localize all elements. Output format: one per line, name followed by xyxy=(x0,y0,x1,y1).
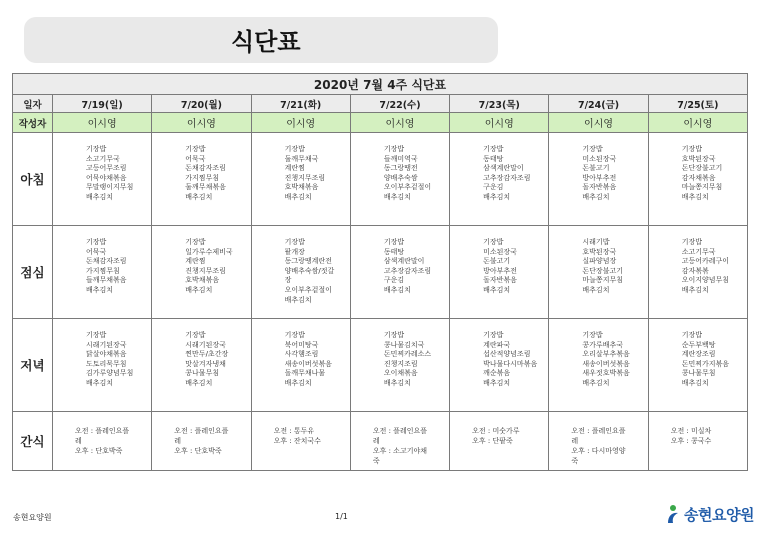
menu-item: 방아부추전 xyxy=(483,266,517,275)
menu-item: 기장밥 xyxy=(86,145,107,153)
menu-item: 호박채볶음 xyxy=(284,183,319,192)
menu-item: 계란찜 xyxy=(185,257,206,266)
menu-item: 레 xyxy=(75,437,82,445)
menu-item: 오이채볶음 xyxy=(383,369,418,378)
menu-item: 맛살겨자냉채 xyxy=(185,359,226,368)
menu-item: 돈불고기 xyxy=(483,257,511,266)
menu-item: 닭살야채볶음 xyxy=(86,350,127,359)
menu-cell xyxy=(251,319,350,412)
menu-item: 기장밥 xyxy=(284,145,305,153)
menu-item: 일가루수제비국 xyxy=(185,247,233,256)
menu-item: 구운김 xyxy=(383,276,405,285)
menu-item: 돈채감자조림 xyxy=(86,257,127,266)
menu-item: 돌자반볶음 xyxy=(582,183,617,192)
menu-cell xyxy=(350,412,449,471)
menu-item: 배추김치 xyxy=(582,378,610,387)
menu-item: 감자볶볶 xyxy=(681,266,709,275)
menu-item: 찐만두/초간장 xyxy=(185,350,229,359)
menu-item: 호박된장국 xyxy=(582,247,617,256)
menu-item: 기장밥 xyxy=(284,238,305,246)
menu-item: 감자채볶음 xyxy=(681,173,716,182)
menu-item: 진챙지조림 xyxy=(383,359,418,368)
menu-item: 기장밥 xyxy=(383,331,405,339)
menu-cell xyxy=(450,226,549,319)
meal-row-2 xyxy=(13,319,748,412)
menu-cell xyxy=(251,412,350,471)
author-cell-0: 이시영 xyxy=(53,113,152,133)
menu-item: 기장밥 xyxy=(681,238,702,246)
menu-item: 방아부추전 xyxy=(582,173,617,182)
menu-item: 오리살부추볶음 xyxy=(582,350,630,359)
date-header-6: 7/25(토) xyxy=(648,95,747,113)
menu-item: 오후 : 소고기야채 xyxy=(372,447,427,455)
menu-item: 기장밥 xyxy=(483,238,504,246)
menu-cell xyxy=(251,226,350,319)
menu-item: 배추김치 xyxy=(185,192,213,201)
menu-item: 어묵국 xyxy=(185,154,206,163)
date-header-3: 7/22(수) xyxy=(350,95,449,113)
menu-item: 어묵국 xyxy=(86,247,107,256)
menu-item: 오이부추겉절이 xyxy=(383,183,432,192)
menu-item: 북어미탕국 xyxy=(284,340,319,349)
menu-item: 기장밥 xyxy=(582,145,603,153)
menu-cell xyxy=(53,226,152,319)
author-cell-3: 이시영 xyxy=(350,113,449,133)
menu-cell xyxy=(53,412,152,471)
date-header-1: 7/20(월) xyxy=(152,95,251,113)
menu-item: 배추김치 xyxy=(383,378,411,387)
menu-item: 오후 : 단팥죽 xyxy=(472,437,513,445)
menu-item: 동그랑땡계란전 xyxy=(284,257,332,266)
menu-cell xyxy=(152,133,251,226)
page-title: 식단표 xyxy=(231,28,301,56)
footer-org-name: 송현요양원 xyxy=(13,513,52,522)
menu-item: 배추김치 xyxy=(86,192,114,201)
menu-item: 고추장감자조림 xyxy=(383,266,432,275)
logo-text: 송현요양원 xyxy=(684,505,754,524)
menu-cell xyxy=(350,319,449,412)
footer-page-number: 1/1 xyxy=(335,512,348,521)
menu-item: 콩나물무침 xyxy=(185,369,220,378)
menu-cell xyxy=(152,319,251,412)
menu-item: 오전 : 플레인요플 xyxy=(75,427,130,435)
menu-item: 기장밥 xyxy=(383,238,405,246)
menu-cell xyxy=(648,319,747,412)
meal-row-1 xyxy=(13,226,748,319)
menu-item: 오후 : 콩국수 xyxy=(670,437,712,445)
footer-logo xyxy=(665,503,754,525)
menu-item: 배추김치 xyxy=(383,285,411,294)
menu-item: 죽 xyxy=(571,457,579,465)
menu-item: 기장밥 xyxy=(681,145,702,153)
author-cell-6: 이시영 xyxy=(648,113,747,133)
menu-item: 기장밥 xyxy=(582,331,603,339)
menu-item: 삼색계란말이 xyxy=(383,257,425,266)
menu-item: 배추김치 xyxy=(582,192,610,201)
page-title-box xyxy=(24,17,498,63)
menu-item: 콩나물김치국 xyxy=(383,340,425,349)
menu-cell xyxy=(53,319,152,412)
menu-item: 계란파국 xyxy=(483,340,511,349)
menu-cell xyxy=(251,133,350,226)
menu-item: 기장밥 xyxy=(86,238,107,246)
menu-item: 기장밥 xyxy=(483,145,504,153)
menu-item: 고등어카레구이 xyxy=(681,257,730,266)
menu-cell xyxy=(648,412,747,471)
menu-item: 기장밥 xyxy=(86,331,107,339)
menu-cell xyxy=(648,133,747,226)
menu-item: 들깨무채볶음 xyxy=(86,276,127,285)
menu-item: 마늘쫑지무침 xyxy=(681,183,723,192)
author-cell-5: 이시영 xyxy=(549,113,648,133)
menu-item: 시래기된장국 xyxy=(86,340,127,349)
menu-item: 소고기무국 xyxy=(681,247,716,256)
menu-item: 죽 xyxy=(372,457,380,465)
menu-item: 오전 : 미실차 xyxy=(670,427,712,435)
menu-item: 오전 : 플레인요플 xyxy=(372,427,427,435)
date-header-2: 7/21(화) xyxy=(251,95,350,113)
menu-item: 계란장조림 xyxy=(681,350,716,359)
menu-item: 계란찜 xyxy=(284,164,305,173)
menu-item: 어묵야채볶음 xyxy=(86,173,127,182)
menu-item: 가지찜무침 xyxy=(185,173,220,182)
menu-item: 팥개장 xyxy=(284,247,305,256)
songhyeon-logo-icon xyxy=(665,504,681,524)
menu-item: 기장밥 xyxy=(483,331,504,339)
menu-item: 김가루양념무침 xyxy=(86,369,134,378)
menu-item: 레 xyxy=(571,437,579,445)
date-header-5: 7/24(금) xyxy=(549,95,648,113)
menu-cell xyxy=(549,412,648,471)
menu-item: 장 xyxy=(284,276,292,285)
date-label: 일자 xyxy=(13,95,53,113)
meal-plan-table xyxy=(12,73,748,471)
menu-item: 새송이버섯볶음 xyxy=(284,359,332,368)
author-cell-4: 이시영 xyxy=(450,113,549,133)
menu-item: 동그랑땡전 xyxy=(383,164,418,173)
menu-item: 동태탕 xyxy=(383,247,405,256)
menu-item: 삼색계란말이 xyxy=(483,164,524,173)
menu-item: 배추김치 xyxy=(284,295,312,304)
menu-item: 기장밥 xyxy=(681,331,702,339)
menu-cell xyxy=(152,226,251,319)
menu-item: 배추김치 xyxy=(483,378,511,387)
menu-item: 미소된장국 xyxy=(483,247,517,256)
menu-cell xyxy=(450,319,549,412)
menu-item: 배추김치 xyxy=(86,285,114,294)
menu-item: 오이지양념무침 xyxy=(681,276,730,285)
menu-item: 구운김 xyxy=(483,183,504,192)
menu-item: 콩가루배추국 xyxy=(582,340,623,349)
date-header-4: 7/23(목) xyxy=(450,95,549,113)
menu-item: 배추김치 xyxy=(681,192,709,201)
menu-item: 호박채볶음 xyxy=(185,276,220,285)
menu-cell xyxy=(350,133,449,226)
menu-item: 호박된장국 xyxy=(681,154,716,163)
menu-cell xyxy=(152,412,251,471)
menu-item: 미소된장국 xyxy=(582,154,617,163)
menu-cell xyxy=(648,226,747,319)
menu-item: 둘깨무채볶음 xyxy=(185,183,226,192)
menu-item: 배추김치 xyxy=(185,285,213,294)
menu-item: 순두부백탕 xyxy=(681,340,716,349)
meal-label: 점심 xyxy=(13,226,53,319)
author-cell-1: 이시영 xyxy=(152,113,251,133)
menu-item: 진챙지무조림 xyxy=(185,266,226,275)
menu-item: 고등어무조림 xyxy=(86,164,127,173)
menu-item: 오전 : 플레인요플 xyxy=(571,427,626,435)
menu-item: 배추김치 xyxy=(582,285,610,294)
menu-item: 레 xyxy=(174,437,182,445)
menu-item: 배추김치 xyxy=(284,192,312,201)
menu-cell xyxy=(450,412,549,471)
menu-item: 고추장감자조림 xyxy=(483,173,531,182)
menu-item: 돌자반볶음 xyxy=(483,276,517,285)
menu-item: 배추김치 xyxy=(284,378,312,387)
meal-label: 저녁 xyxy=(13,319,53,412)
meal-label: 간식 xyxy=(13,412,53,471)
menu-cell xyxy=(53,133,152,226)
menu-item: 레 xyxy=(372,437,380,445)
menu-item: 오후 : 단호박죽 xyxy=(75,447,123,455)
menu-item: 돈민찌가지볶음 xyxy=(681,359,730,368)
menu-item: 돈단장불고기 xyxy=(582,266,623,275)
date-header-0: 7/19(일) xyxy=(53,95,152,113)
author-label: 작성자 xyxy=(13,113,53,133)
menu-item: 배추김치 xyxy=(483,192,511,201)
menu-item: 돌깨무채나물 xyxy=(284,369,326,378)
menu-item: 기장밥 xyxy=(185,238,206,246)
menu-item: 오후 : 다시마영양 xyxy=(571,447,626,455)
menu-item: 돈불고기 xyxy=(582,164,610,173)
menu-item: 콩나물무침 xyxy=(681,369,716,378)
menu-item: 오후 : 잔치국수 xyxy=(273,437,321,445)
author-cell-2: 이시영 xyxy=(251,113,350,133)
menu-item: 오전 : 통두유 xyxy=(273,427,315,435)
meal-row-3 xyxy=(13,412,748,471)
menu-item: 양배추숙쌈 xyxy=(383,173,418,182)
menu-item: 오전 : 플레인요플 xyxy=(174,427,229,435)
menu-item: 배추김치 xyxy=(383,192,411,201)
menu-cell xyxy=(549,319,648,412)
menu-item: 사각햄조림 xyxy=(284,350,319,359)
menu-item: 시래기밥 xyxy=(582,238,610,246)
menu-item: 돈채감자조림 xyxy=(185,164,226,173)
menu-item: 기장밥 xyxy=(284,331,305,339)
table-caption: 2020년 7월 4주 식단표 xyxy=(13,74,748,95)
menu-item: 들깨미역국 xyxy=(383,154,418,163)
menu-item: 돈단장불고기 xyxy=(681,164,723,173)
menu-item: 양배추숙쌈/젓갈 xyxy=(284,266,335,275)
menu-item: 배추김치 xyxy=(681,285,709,294)
menu-item: 오전 : 미숫가루 xyxy=(472,427,520,435)
menu-item: 진챙지무조림 xyxy=(284,173,326,182)
meal-label: 아침 xyxy=(13,133,53,226)
menu-item: 기장밥 xyxy=(185,145,206,153)
menu-item: 도토리묵무침 xyxy=(86,359,127,368)
menu-item: 둘깨무채국 xyxy=(284,154,319,163)
menu-item: 깨순볶음 xyxy=(483,369,511,378)
menu-item: 시래기된장국 xyxy=(185,340,226,349)
menu-item: 소고기무국 xyxy=(86,154,120,163)
menu-item: 오이부추겉절이 xyxy=(284,285,332,294)
menu-cell xyxy=(450,133,549,226)
meal-row-0 xyxy=(13,133,748,226)
menu-item: 무말랭이지무침 xyxy=(86,183,134,192)
menu-item: 마늘쫑지무침 xyxy=(582,276,623,285)
menu-cell xyxy=(549,226,648,319)
menu-cell xyxy=(350,226,449,319)
menu-item: 배추김치 xyxy=(483,285,511,294)
menu-item: 동태탕 xyxy=(483,154,504,163)
menu-item: 배추김치 xyxy=(681,378,709,387)
menu-item: 새우젓호박볶음 xyxy=(582,369,630,378)
menu-item: 가지찜무침 xyxy=(86,266,120,275)
menu-item: 섭산적양념조림 xyxy=(483,350,531,359)
menu-item: 돈민찌카레소스 xyxy=(383,350,432,359)
menu-item: 실파양념장 xyxy=(582,257,617,266)
menu-item: 배추김치 xyxy=(185,378,213,387)
menu-item: 배추김치 xyxy=(86,378,114,387)
menu-item: 새송이버섯볶음 xyxy=(582,359,630,368)
menu-cell xyxy=(549,133,648,226)
menu-item: 기장밥 xyxy=(185,331,206,339)
menu-item: 기장밥 xyxy=(383,145,405,153)
menu-item: 오후 : 단호박죽 xyxy=(174,447,222,455)
menu-item: 박나물다시마볶음 xyxy=(483,359,538,368)
